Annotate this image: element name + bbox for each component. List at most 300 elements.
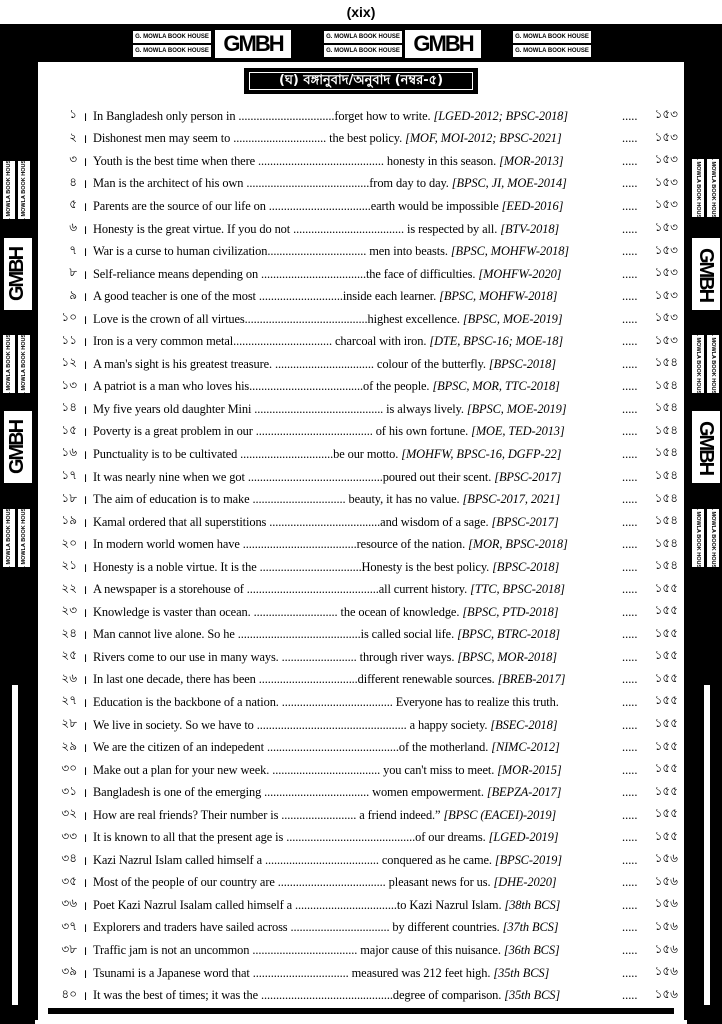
item-number: ৩১ (61, 783, 77, 798)
publisher-vertical-label: G. MOWLA BOOK HOUSE (17, 508, 31, 568)
item-text (93, 334, 622, 349)
question-text: My five years old daughter Mini ........................................... is always lively. (93, 401, 464, 416)
source-reference: [EED-2016] (501, 198, 564, 213)
question-text: A good teacher is one of the most ............................inside each learner. (93, 289, 437, 304)
source-reference: [BPSC-2017, 2021] (462, 492, 560, 507)
item-text (93, 492, 622, 507)
publisher-label: G. MOWLA BOOK HOUSE (323, 30, 403, 44)
source-reference: [BTV-2018] (500, 221, 560, 236)
source-reference: [BPSC, MOHFW-2018] (439, 289, 558, 304)
item-separator: । (82, 312, 88, 327)
item-number: ১৯ (61, 513, 77, 528)
leader-dots: ..... (622, 672, 638, 687)
item-number: ২৪ (61, 625, 77, 640)
item-separator: । (82, 538, 88, 553)
question-text: Honesty is a noble virtue. It is the ..................................Honesty is the best policy. (93, 559, 490, 574)
list-item (44, 218, 678, 241)
item-number: ২১ (61, 558, 77, 573)
page-ref: ১৫৫ (654, 761, 678, 776)
question-text: In Bangladesh only person in ................................forget how to write. (93, 108, 431, 123)
item-separator: । (82, 515, 88, 530)
leader-dots: ..... (622, 221, 638, 236)
leader-dots: ..... (622, 108, 638, 123)
source-reference: [BPSC, MOE-2019] (462, 311, 563, 326)
publisher-vertical-label: G. MOWLA BOOK HOUSE (2, 508, 16, 568)
page-ref: ১৫৫ (654, 648, 678, 663)
leader-dots: ..... (622, 131, 638, 146)
item-text (93, 853, 622, 868)
section-title-box (244, 68, 478, 94)
page-ref: ১৫৬ (654, 986, 678, 1001)
list-item (44, 691, 678, 714)
leader-dots: ..... (622, 965, 638, 980)
question-text: Man cannot live alone. So he .........................................is called social life. (93, 627, 455, 642)
source-reference: [35th BCS] (504, 988, 561, 1003)
question-text: Rivers come to our use in many ways. ......................... through river ways. (93, 649, 455, 664)
publisher-vertical-label: G. MOWLA BOOK HOUSE (706, 508, 720, 568)
source-reference: [BPSC-2017] (494, 469, 562, 484)
page-ref: ১৫৫ (654, 828, 678, 843)
publisher-label: G. MOWLA BOOK HOUSE (132, 30, 212, 44)
source-reference: [MOR-2013] (499, 153, 564, 168)
source-reference: [MOHFW, BPSC-16, DGFP-22] (401, 446, 562, 461)
item-number: ১০ (61, 310, 77, 325)
item-text (93, 627, 622, 642)
page-ref: ১৫৪ (654, 445, 678, 460)
item-number: ৩৫ (61, 873, 77, 888)
list-item (44, 759, 678, 782)
page-ref: ১৫৫ (654, 738, 678, 753)
publisher-vertical-label: G. MOWLA BOOK HOUSE (2, 160, 16, 220)
item-separator: । (82, 718, 88, 733)
item-text (93, 357, 622, 372)
list-item (44, 894, 678, 917)
publisher-label: G. MOWLA BOOK HOUSE (132, 44, 212, 58)
item-separator: । (82, 425, 88, 440)
source-reference: [BPSC, JI, MOE-2014] (451, 176, 567, 191)
source-reference: [BPSC, MOE-2019] (466, 401, 567, 416)
question-text: We are the citizen of an indepedent ............................................of the motherland. (93, 740, 489, 755)
publisher-label: G. MOWLA BOOK HOUSE (323, 44, 403, 58)
item-separator: । (82, 808, 88, 823)
question-text: It was the best of times; it was the ............................................degree of comparison. (93, 988, 502, 1003)
source-reference: [BPSC, MOR, TTC-2018] (432, 379, 560, 394)
source-reference: [BPSC-2019] (494, 852, 562, 867)
item-separator: । (82, 786, 88, 801)
item-text (93, 199, 622, 214)
item-number: ২ (69, 129, 77, 144)
question-text: Dishonest men may seem to ............................... the best policy. (93, 131, 403, 146)
leader-dots: ..... (622, 785, 638, 800)
item-number: ৩২ (61, 806, 77, 821)
item-separator: । (82, 966, 88, 981)
question-text: In modern world women have ......................................resource of the nation. (93, 537, 466, 552)
page-ref: ১৫৩ (654, 310, 678, 325)
item-number: ১৮ (61, 490, 77, 505)
list-item (44, 804, 678, 827)
question-text: It is known to all that the present age is ...........................................of our dreams. (93, 830, 486, 845)
item-text (93, 537, 622, 552)
item-number: ৭ (69, 242, 77, 257)
item-separator: । (82, 831, 88, 846)
leader-dots: ..... (622, 852, 638, 867)
leader-dots: ..... (622, 604, 638, 619)
source-reference: [38th BCS] (504, 897, 561, 912)
list-item (44, 984, 678, 1007)
source-reference: [36th BCS] (503, 943, 560, 957)
item-number: ১৩ (61, 377, 77, 392)
item-separator: । (82, 989, 88, 1004)
item-separator: । (82, 605, 88, 620)
list-item (44, 578, 678, 601)
list-item (44, 376, 678, 399)
gmbh-logo: GMBH (3, 237, 33, 311)
list-item (44, 736, 678, 759)
source-reference: [BPSC, BTRC-2018] (457, 627, 561, 642)
publisher-vertical-label: G. MOWLA BOOK HOUSE (691, 158, 705, 218)
item-text (93, 176, 622, 191)
page-ref: ১৫৪ (654, 490, 678, 505)
item-number: ২০ (61, 535, 77, 550)
question-text: The aim of education is to make ............................... beauty, it has no value. (93, 492, 460, 507)
leader-dots: ..... (622, 266, 638, 281)
question-text: Bangladesh is one of the emerging ................................... women empowerment. (93, 785, 484, 800)
item-text (93, 943, 622, 958)
item-text (93, 830, 622, 845)
item-separator: । (82, 402, 88, 417)
item-separator: । (82, 177, 88, 192)
list-item (44, 601, 678, 624)
item-separator: । (82, 109, 88, 124)
item-separator: । (82, 335, 88, 350)
leader-dots: ..... (622, 401, 638, 416)
page-ref: ১৫৪ (654, 558, 678, 573)
item-number: ১৭ (61, 468, 77, 483)
page-ref: ১৫৪ (654, 355, 678, 370)
list-item (44, 872, 678, 895)
page-ref: ১৫৫ (654, 580, 678, 595)
item-number: ৩০ (61, 761, 77, 776)
page-ref: ১৫৩ (654, 174, 678, 189)
side-stripe (704, 685, 710, 1005)
question-text: Most of the people of our country are .................................... pleasant news for us. (93, 875, 491, 890)
item-separator: । (82, 583, 88, 598)
item-separator: । (82, 245, 88, 260)
item-number: ৩৭ (61, 918, 77, 933)
item-text (93, 222, 622, 237)
item-separator: । (82, 357, 88, 372)
publisher-vertical-label: G. MOWLA BOOK HOUSE (2, 334, 16, 394)
source-reference: [37th BCS] (502, 920, 559, 935)
question-list (44, 105, 678, 1007)
question-text: Education is the backbone of a nation. ..................................... Everyone has to realize this truth. (93, 694, 559, 709)
publisher-label: G. MOWLA BOOK HOUSE (512, 30, 592, 44)
list-item (44, 781, 678, 804)
leader-dots: ..... (622, 514, 638, 529)
page-ref: ১৫৪ (654, 535, 678, 550)
source-reference: [MOHFW-2020] (478, 266, 562, 281)
source-reference: [35th BCS] (493, 965, 550, 980)
publisher-vertical-label: G. MOWLA BOOK HOUSE (706, 334, 720, 394)
source-reference: [DHE-2020] (493, 875, 557, 890)
item-number: ৪০ (61, 986, 77, 1001)
item-separator: । (82, 741, 88, 756)
item-separator: । (82, 898, 88, 913)
item-separator: । (82, 944, 88, 958)
leader-dots: ..... (622, 582, 638, 597)
page-ref: ১৫৬ (654, 964, 678, 979)
source-reference: [NIMC-2012] (491, 740, 560, 755)
item-number: ৯ (69, 287, 77, 302)
item-text (93, 515, 622, 530)
page-number: (xix) (346, 4, 376, 20)
question-text: A newspaper is a storehouse of ............................................all current history. (93, 582, 468, 597)
publisher-vertical-label: G. MOWLA BOOK HOUSE (691, 508, 705, 568)
item-text (93, 267, 622, 282)
item-separator: । (82, 447, 88, 462)
question-text: Punctuality is to be cultivated ...............................be our motto. (93, 446, 399, 461)
question-text: War is a curse to human civilization................................. men into beasts. (93, 244, 448, 259)
leader-dots: ..... (622, 198, 638, 213)
question-text: Man is the architect of his own .........................................from day to day. (93, 176, 449, 191)
list-item (44, 466, 678, 489)
source-reference: [BPSC, PTD-2018] (462, 604, 559, 619)
page-ref: ১৫৩ (654, 332, 678, 347)
item-text (93, 650, 622, 665)
page-ref: ১৫৩ (654, 287, 678, 302)
question-text: How are real friends? Their number is ......................... a friend indeed.” (93, 807, 441, 822)
list-item (44, 962, 678, 985)
list-item (44, 285, 678, 308)
leader-dots: ..... (622, 717, 638, 732)
item-text (93, 875, 622, 890)
page-ref: ১৫৬ (654, 873, 678, 888)
question-text: Explorers and traders have sailed across ................................. by different countries. (93, 920, 500, 935)
source-reference: [BPSC, MOHFW-2018] (450, 244, 570, 259)
list-item (44, 330, 678, 353)
page-ref: ১৫৩ (654, 242, 678, 257)
source-reference: [BPSC-2017] (491, 514, 559, 529)
item-number: ২৮ (61, 716, 77, 731)
item-separator: । (82, 673, 88, 688)
page-ref: ১৫৬ (654, 896, 678, 911)
item-separator: । (82, 876, 88, 891)
page-ref: ১৫৪ (654, 377, 678, 392)
source-reference: [BSEC-2018] (490, 717, 558, 732)
leader-dots: ..... (622, 492, 638, 507)
page-ref: ১৫৬ (654, 851, 678, 866)
gmbh-logo: GMBH (3, 410, 33, 484)
page-ref: ১৫৪ (654, 468, 678, 483)
item-separator: । (82, 763, 88, 778)
item-number: ২৭ (61, 693, 77, 708)
question-text: Youth is the best time when there .......................................... honesty in this season. (93, 153, 497, 168)
item-separator: । (82, 650, 88, 665)
page-ref: ১৫৩ (654, 129, 678, 144)
page-ref: ১৫৫ (654, 603, 678, 618)
question-text: Honesty is the great virtue. If you do not ..................................... is respected by all. (93, 221, 498, 236)
leader-dots: ..... (622, 289, 638, 304)
item-separator: । (82, 154, 88, 169)
item-separator: । (82, 222, 88, 237)
publisher-vertical-label: G. MOWLA BOOK HOUSE (706, 158, 720, 218)
page-ref: ১৫৩ (654, 152, 678, 167)
item-number: ১৫ (61, 422, 77, 437)
page-ref: ১৫৩ (654, 265, 678, 280)
leader-dots: ..... (622, 244, 638, 259)
item-number: ৪ (69, 174, 77, 189)
list-item (44, 240, 678, 263)
item-text (93, 988, 622, 1003)
list-item (44, 353, 678, 376)
list-item (44, 646, 678, 669)
item-separator: । (82, 493, 88, 508)
question-text: Kazi Nazrul Islam called himself a ...................................... conquered as he came. (93, 852, 492, 867)
item-text (93, 672, 622, 687)
gmbh-logo: GMBH (691, 410, 721, 484)
item-number: ২৯ (61, 738, 77, 753)
question-text: Kamal ordered that all superstitions .....................................and wisdom of a sage. (93, 514, 489, 529)
gmbh-logo: GMBH (404, 29, 482, 59)
list-item (44, 714, 678, 737)
leader-dots: ..... (622, 740, 638, 755)
page-ref: ১৫৫ (654, 693, 678, 708)
list-item (44, 488, 678, 511)
leader-dots: ..... (622, 943, 638, 957)
publisher-label: G. MOWLA BOOK HOUSE (512, 44, 592, 58)
item-text (93, 154, 622, 169)
item-separator: । (82, 380, 88, 395)
page-ref: ১৫৩ (654, 220, 678, 234)
question-text: It was nearly nine when we got .............................................poured out their scent. (93, 469, 492, 484)
question-text: Love is the crown of all virtues.........................................highest excellence. (93, 311, 460, 326)
gmbh-logo: GMBH (691, 237, 721, 311)
publisher-vertical-label: G. MOWLA BOOK HOUSE (691, 334, 705, 394)
item-number: ৫ (69, 197, 77, 212)
leader-dots: ..... (622, 830, 638, 845)
source-reference: [BPSC-2018] (492, 559, 560, 574)
item-number: ৩৬ (61, 896, 77, 911)
item-text (93, 424, 622, 439)
source-reference: [BPSC (EACEI)-2019] (443, 807, 557, 822)
leader-dots: ..... (622, 694, 638, 709)
item-text (93, 379, 622, 394)
item-separator: । (82, 199, 88, 214)
list-item (44, 511, 678, 534)
question-text: A man's sight is his greatest treasure. ................................. colour of the butterfly. (93, 356, 486, 371)
page-ref: ১৫৫ (654, 670, 678, 685)
list-item (44, 849, 678, 872)
item-text (93, 898, 622, 913)
leader-dots: ..... (622, 988, 638, 1003)
list-item (44, 556, 678, 579)
item-text (93, 312, 622, 327)
leader-dots: ..... (622, 446, 638, 461)
source-reference: [MOE, TED-2013] (471, 424, 565, 439)
item-separator: । (82, 267, 88, 282)
page-ref: ১৫৫ (654, 716, 678, 731)
item-text (93, 740, 622, 755)
item-text (93, 560, 622, 575)
item-number: ১৬ (61, 445, 77, 460)
item-text (93, 785, 622, 800)
question-text: Poverty is a great problem in our ....................................... of his own fortune. (93, 424, 469, 439)
item-number: ৩৯ (61, 964, 77, 979)
item-text (93, 966, 622, 981)
item-text (93, 402, 622, 417)
item-number: ৩ (69, 152, 77, 167)
item-number: ১২ (61, 355, 77, 370)
item-number: ৩৪ (61, 851, 77, 866)
page-ref: ১৫৬ (654, 941, 678, 956)
leader-dots: ..... (622, 424, 638, 439)
item-number: ৬ (69, 220, 77, 234)
item-number: ৩৩ (61, 828, 77, 843)
item-separator: । (82, 921, 88, 936)
page-ref: ১৫৪ (654, 513, 678, 528)
page-ref: ১৫৫ (654, 806, 678, 821)
footer-bar (48, 1008, 674, 1014)
section-title: (ঘ) বঙ্গানুবাদ/অনুবাদ (নম্বর-৫) (249, 72, 473, 90)
leader-dots: ..... (622, 153, 638, 168)
publisher-vertical-label: G. MOWLA BOOK HOUSE (17, 334, 31, 394)
item-number: ২৫ (61, 648, 77, 663)
question-text: Parents are the source of our life on ..................................earth would be impossible (93, 198, 499, 213)
leader-dots: ..... (622, 176, 638, 191)
list-item (44, 150, 678, 173)
list-item (44, 421, 678, 444)
item-text (93, 763, 622, 778)
list-item (44, 827, 678, 850)
list-item (44, 105, 678, 128)
source-reference: [BPSC-2018] (488, 356, 556, 371)
source-reference: [LGED-2019] (488, 830, 559, 845)
list-item (44, 533, 678, 556)
item-text (93, 582, 622, 597)
item-number: ১ (69, 107, 77, 122)
question-text: Make out a plan for your new week. .................................... you can't miss to meet. (93, 762, 495, 777)
item-text (93, 718, 622, 733)
item-text (93, 289, 622, 304)
item-text (93, 605, 622, 620)
source-reference: [LGED-2012; BPSC-2018] (433, 108, 568, 123)
question-text: Knowledge is vaster than ocean. ............................ the ocean of knowledge. (93, 604, 460, 619)
list-item (44, 173, 678, 196)
page-ref: ১৫৪ (654, 400, 678, 415)
question-text: Self-reliance means depending on ...................................the face of difficulties. (93, 266, 476, 281)
item-number: ২৩ (61, 603, 77, 618)
source-reference: [MOF, MOI-2012; BPSC-2021] (405, 131, 562, 146)
leader-dots: ..... (622, 807, 638, 822)
source-reference: [MOR, BPSC-2018] (468, 537, 568, 552)
leader-dots: ..... (622, 356, 638, 371)
list-item (44, 128, 678, 151)
question-text: Poet Kazi Nazrul Isalam called himself a ..................................to Kazi Nazrul Islam. (93, 897, 502, 912)
list-item (44, 669, 678, 692)
item-text (93, 920, 622, 935)
list-item (44, 917, 678, 940)
source-reference: [DTE, BPSC-16; MOE-18] (429, 334, 564, 349)
item-number: ২২ (61, 580, 77, 595)
gmbh-logo: GMBH (214, 29, 292, 59)
leader-dots: ..... (622, 762, 638, 777)
list-item (44, 624, 678, 647)
item-text (93, 470, 622, 485)
leader-dots: ..... (622, 469, 638, 484)
leader-dots: ..... (622, 311, 638, 326)
source-reference: [MOR-2015] (497, 762, 562, 777)
source-reference: [TTC, BPSC-2018] (470, 582, 565, 597)
